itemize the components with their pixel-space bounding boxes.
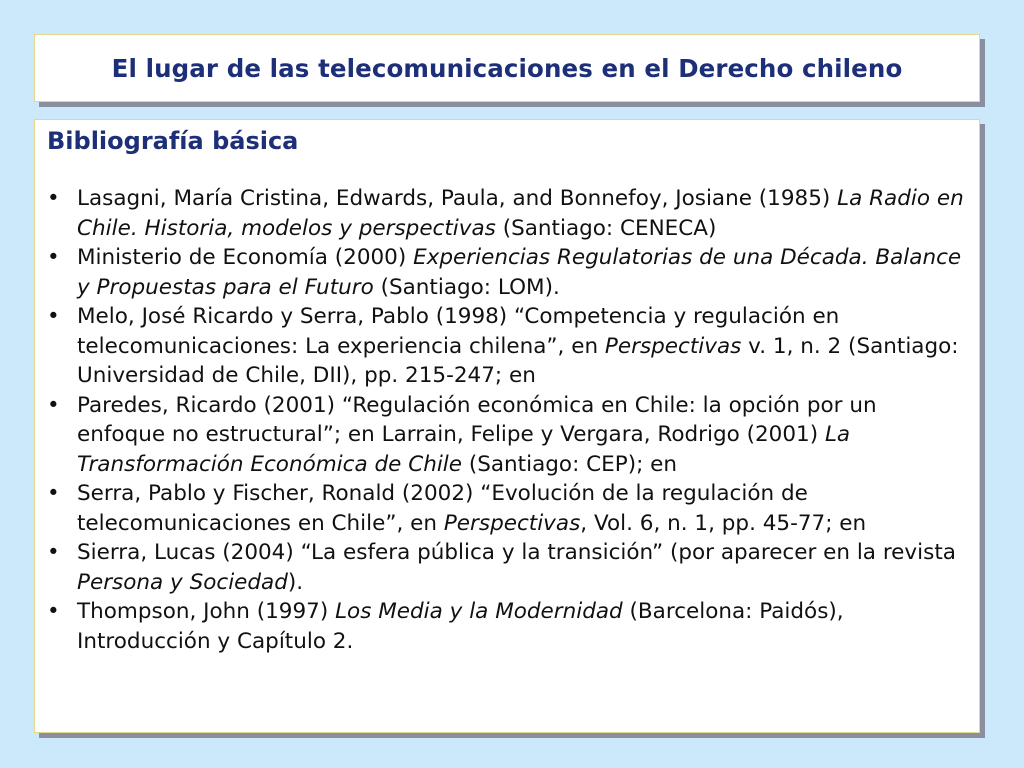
bullet-icon: •	[47, 599, 60, 624]
reference-text: Melo, José Ricardo y Serra, Pablo (1998) “Competencia y regulación en telecomunicaciones: La experiencia chilena”, en	[77, 304, 840, 359]
title-box	[34, 34, 980, 102]
bullet-icon: •	[47, 186, 60, 211]
bullet-icon: •	[47, 304, 60, 329]
bullet-icon: •	[47, 392, 60, 418]
reference-text: (Barcelona: Paidós), Introducción y Capítulo 2.	[77, 599, 844, 654]
reference-title-text: Experiencias Regulatorias de una Década. Balance y Propuestas para el Futuro	[77, 245, 962, 300]
reference-item	[47, 479, 967, 538]
reference-title-text: Persona y Sociedad	[77, 569, 288, 595]
content-box	[34, 119, 980, 733]
bullet-icon: •	[47, 481, 60, 506]
reference-text: , Vol. 6, n. 1, pp. 45-77; en	[580, 510, 867, 536]
reference-item	[47, 391, 967, 480]
reference-text: Ministerio de Economía (2000)	[77, 245, 414, 270]
reference-text: Sierra, Lucas (2004) “La esfera pública y la transición” (por aparecer en la revista	[77, 540, 956, 565]
reference-text: ).	[287, 569, 304, 595]
bullet-icon: •	[47, 245, 60, 270]
reference-title-text: La Radio en Chile. Historia, modelos y perspectivas	[77, 186, 964, 241]
reference-title-text: Perspectivas	[443, 510, 581, 536]
reference-text: Serra, Pablo y Fischer, Ronald (2002) “Evolución de la regulación de telecomunicaciones en Chile”, en	[77, 481, 808, 536]
bullet-icon: •	[47, 540, 60, 565]
reference-text: Thompson, John (1997)	[77, 599, 336, 624]
reference-item	[47, 184, 967, 243]
reference-item	[47, 538, 967, 597]
reference-text: v. 1, n. 2 (Santiago: Universidad de Chile, DII), pp. 215-247; en	[77, 333, 959, 388]
reference-text: (Santiago: CENECA)	[495, 215, 717, 241]
reference-item	[47, 243, 967, 302]
reference-item	[47, 302, 967, 391]
reference-text: Lasagni, María Cristina, Edwards, Paula, and Bonnefoy, Josiane (1985)	[77, 186, 838, 211]
reference-list	[47, 184, 967, 656]
reference-text: Paredes, Ricardo (2001) “Regulación económica en Chile: la opción por un enfoque no estructural”; en Larrain, Felipe y Vergara, Rodrigo (2001)	[77, 392, 877, 447]
reference-title-text: La Transformación Económica de Chile	[77, 422, 851, 477]
reference-title-text: Perspectivas	[604, 333, 742, 359]
section-heading: Bibliografía básica	[47, 127, 299, 155]
reference-text: (Santiago: CEP); en	[462, 451, 678, 477]
reference-text: (Santiago: LOM).	[373, 274, 560, 300]
reference-title-text: Los Media y la Modernidad	[335, 599, 623, 624]
reference-item	[47, 597, 967, 656]
slide-title: El lugar de las telecomunicaciones en el Derecho chileno	[111, 53, 903, 83]
